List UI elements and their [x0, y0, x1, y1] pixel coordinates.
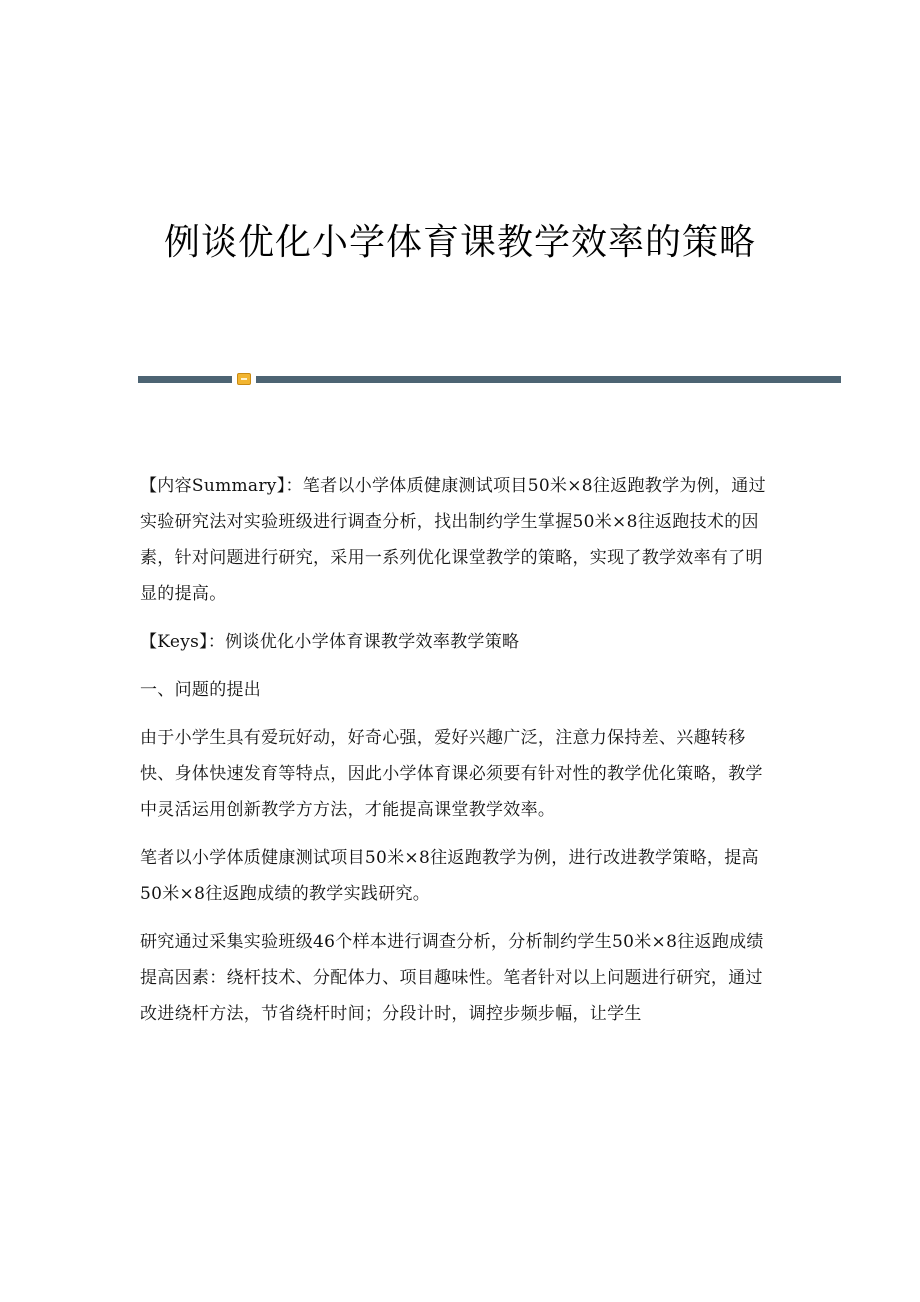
section-heading: 一、问题的提出	[140, 680, 262, 700]
document-body	[140, 468, 780, 1044]
divider-bar-right	[256, 376, 841, 383]
divider-bar-left	[138, 376, 232, 383]
body-paragraph: 笔者以小学体质健康测试项目50米×8往返跑教学为例，进行改进教学策略，提高50米×8往返跑成绩的教学实践研究。	[140, 848, 759, 904]
keys-paragraph: 【Keys】：例谈优化小学体育课教学效率教学策略	[140, 632, 520, 652]
summary-paragraph: 【内容Summary】：笔者以小学体质健康测试项目50米×8往返跑教学为例，通过实验研究法对实验班级进行调查分析，找出制约学生掌握50米×8往返跑技术的因素，针对问题进行研究，采用一系列优化课堂教学的策略，实现了教学效率有了明显的提高。	[140, 476, 766, 604]
title-divider	[138, 373, 841, 387]
body-paragraph: 由于小学生具有爱玩好动，好奇心强，爱好兴趣广泛，注意力保持差、兴趣转移快、身体快速发育等特点，因此小学体育课必须要有针对性的教学优化策略，教学中灵活运用创新教学方方法，才能提高课堂教学效率。	[140, 728, 763, 820]
body-paragraph: 研究通过采集实验班级46个样本进行调查分析，分析制约学生50米×8往返跑成绩提高因素：绕杆技术、分配体力、项目趣味性。笔者针对以上问题进行研究，通过改进绕杆方法，节省绕杆时间；分段计时，调控步频步幅，让学生	[140, 932, 764, 1024]
divider-ornament-icon	[237, 373, 251, 385]
document-title: 例谈优化小学体育课教学效率的策略	[163, 222, 756, 263]
